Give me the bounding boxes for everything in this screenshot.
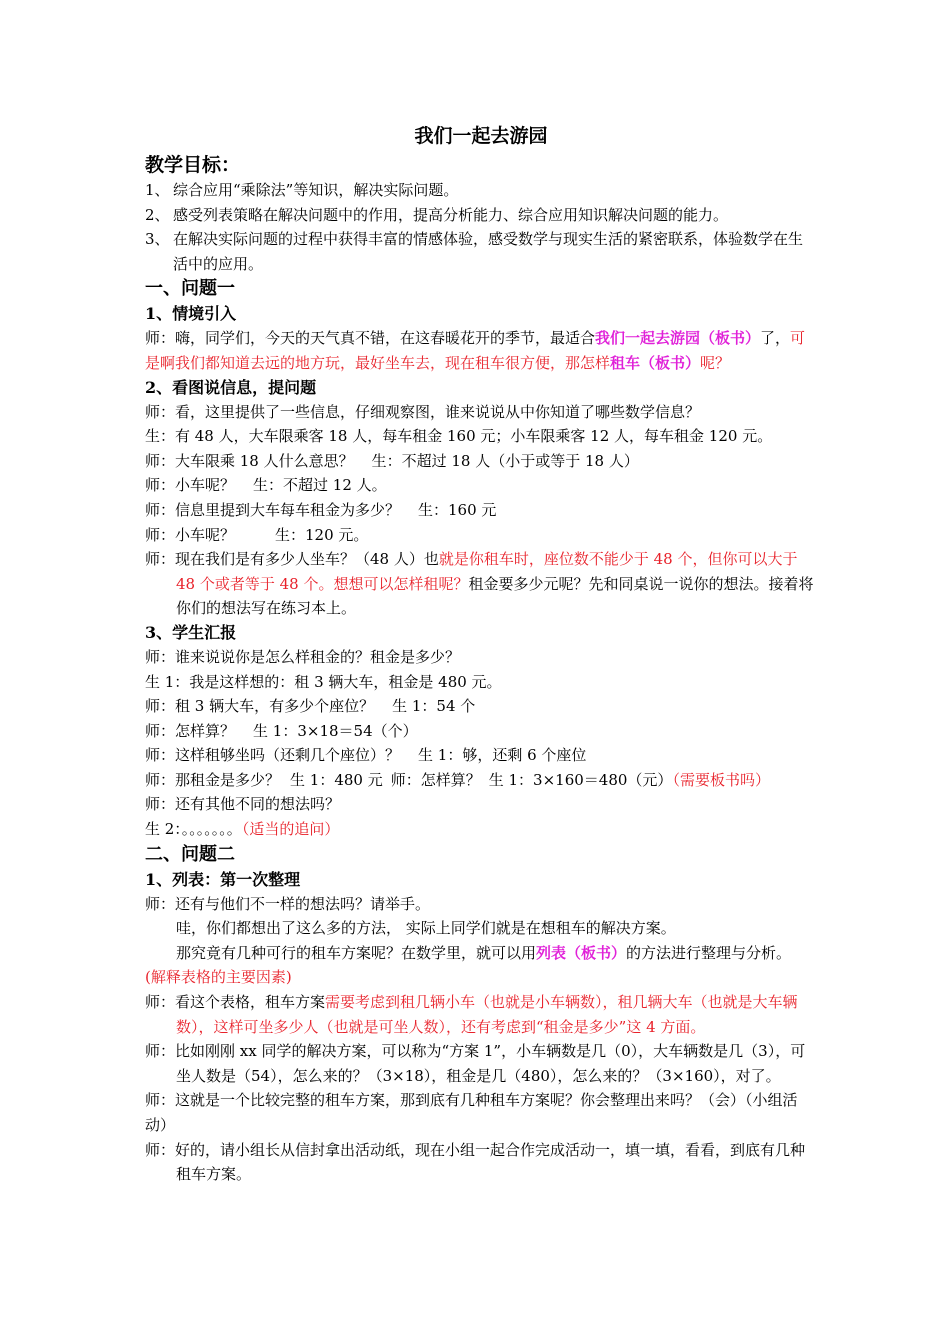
subsection-heading: 1、列表：第一次整理 bbox=[145, 869, 301, 889]
dialogue-line: 师：看，这里提供了一些信息，仔细观察图，谁来说说从中你知道了哪些数学信息？ bbox=[145, 402, 701, 421]
objective-item: 2、 感受列表策略在解决问题中的作用，提高分析能力、综合应用知识解决问题的能力。 bbox=[145, 205, 729, 224]
board-note: 我们一起去游园（板书） bbox=[595, 329, 761, 348]
dialogue-line: 师：还有其他不同的想法吗？ bbox=[145, 795, 341, 814]
objectives-heading: 教学目标： bbox=[145, 154, 241, 176]
dialogue-line: 师：小车呢？ 生：不超过 12 人。 bbox=[145, 476, 387, 495]
section-heading: 二、问题二 bbox=[145, 843, 235, 865]
dialogue-paragraph: 师：现在我们是有多少人坐车？（48 人）也就是你租车时，座位数不能少于 48 个，但你可以大于 48 个或者等于 48 个。想想可以怎样租呢？租金要多少元呢？先和同桌说一说你的想法。接着将你们的想法写在练习本上。 bbox=[145, 550, 814, 618]
teacher-note: （适当的追问） bbox=[241, 820, 340, 839]
subsection-heading: 3、学生汇报 bbox=[145, 622, 237, 642]
dialogue-line: 师：这样租够坐吗（还剩几个座位）？ 生 1：够，还剩 6 个座位 bbox=[145, 746, 587, 765]
page-title: 我们一起去游园 bbox=[414, 125, 548, 147]
dialogue-paragraph: 那究竟有几种可行的租车方案呢？在数学里，就可以用列表（板书）的方法进行整理与分析。 bbox=[176, 943, 792, 962]
document-page bbox=[145, 118, 817, 1187]
dialogue-line: 师：大车限乘 18 人什么意思？ 生：不超过 18 人（小于或等于 18 人） bbox=[145, 451, 639, 470]
dialogue-line: 哇，你们都想出了这么多的方法， 实际上同学们就是在想租车的解决方案。 bbox=[176, 919, 676, 938]
dialogue-line: 师：还有与他们不一样的想法吗？请举手。 bbox=[145, 894, 431, 913]
dialogue-paragraph: 师：看这个表格，租车方案需要考虑到租几辆小车（也就是小车辆数），租几辆大车（也就是大车辆数），这样可坐多少人（也就是可坐人数），还有考虑到“租金是多少”这 4 方面。 bbox=[145, 993, 798, 1036]
dialogue-line: 师：那租金是多少？ 生 1：480 元 师：怎样算？ 生 1：3×160＝480（元）（需要板书吗） bbox=[145, 770, 770, 789]
dialogue-paragraph: 师：这就是一个比较完整的租车方案，那到底有几种租车方案呢？你会整理出来吗？（会）（小组活动） bbox=[145, 1091, 798, 1134]
board-note: （需要板书吗） bbox=[672, 770, 770, 789]
section-heading: 一、问题一 bbox=[145, 278, 235, 300]
dialogue-line: 师：租 3 辆大车，有多少个座位？ 生 1：54 个 bbox=[145, 697, 476, 716]
dialogue-line: 师：小车呢？ 生：120 元。 bbox=[145, 525, 369, 544]
subsection-heading: 1、情境引入 bbox=[145, 304, 237, 324]
dialogue-line: 生 2：。。。。。。。（适当的追问） bbox=[145, 820, 340, 839]
dialogue-paragraph: 师：比如刚刚 xx 同学的解决方案，可以称为“方案 1”，小车辆数是几（0），大车辆数是几（3），可坐人数是（54），怎么来的？（3×18），租金是几（480），怎么来的？（3×160），对了。 bbox=[145, 1042, 806, 1085]
dialogue-line: 师：怎样算？ 生 1：3×18＝54（个） bbox=[145, 721, 418, 740]
subsection-heading: 2、看图说信息，提问题 bbox=[145, 377, 317, 397]
objectives-list bbox=[145, 178, 817, 276]
objective-item: 1、 综合应用“乘除法”等知识，解决实际问题。 bbox=[145, 181, 459, 199]
objective-item: 3、 在解决实际问题的过程中获得丰富的情感体验，感受数学与现实生活的紧密联系，体验数学在生活中的应用。 bbox=[145, 230, 804, 273]
dialogue-line: 生：有 48 人，大车限乘客 18 人，每车租金 160 元；小车限乘客 12 人，每车租金 120 元。 bbox=[145, 427, 773, 446]
board-note: 租车（板书） bbox=[610, 353, 701, 372]
teacher-note: (解释表格的主要因素) bbox=[145, 968, 292, 987]
dialogue-paragraph: 师：好的，请小组长从信封拿出活动纸，现在小组一起合作完成活动一，填一填，看看，到底有几种租车方案。 bbox=[145, 1140, 806, 1184]
dialogue-line: 生 1：我是这样想的：租 3 辆大车，租金是 480 元。 bbox=[145, 672, 502, 691]
board-note: 列表（板书） bbox=[536, 943, 627, 962]
dialogue-paragraph: 师：嗨，同学们，今天的天气真不错，在这春暖花开的季节，最适合我们一起去游园（板书）了，可是啊我们都知道去远的地方玩，最好坐车去，现在租车很方便，那怎样租车（板书）呢？ bbox=[145, 329, 806, 372]
dialogue-line: 师：信息里提到大车每车租金为多少？ 生：160 元 bbox=[145, 500, 497, 519]
dialogue-line: 师：谁来说说你是怎么样租金的？租金是多少？ bbox=[145, 647, 461, 666]
